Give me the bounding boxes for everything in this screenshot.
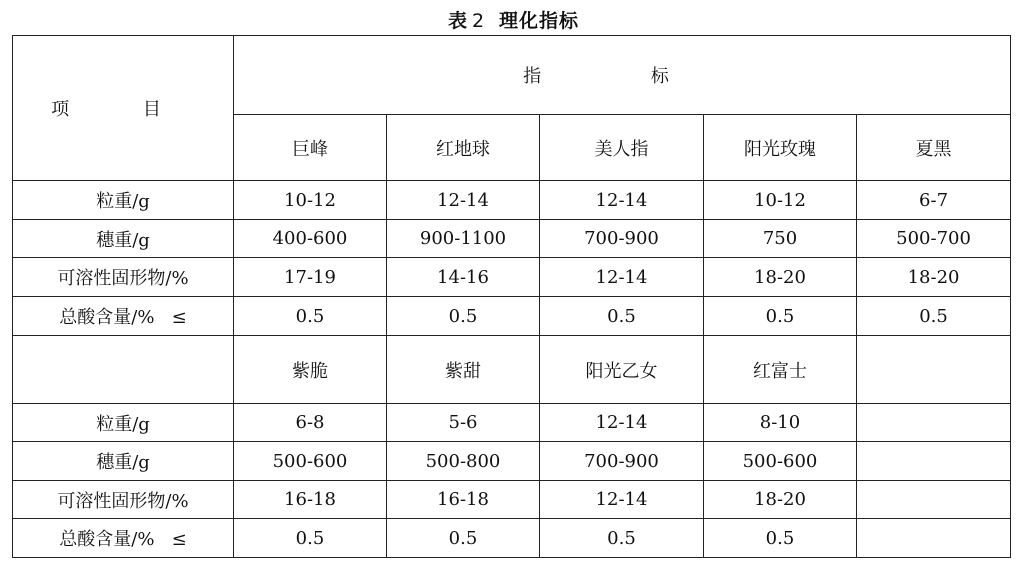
value-cell <box>857 404 1011 442</box>
value-cell: 900-1100 <box>387 220 540 258</box>
header-row <box>13 36 1011 115</box>
value-cell: 17-19 <box>234 258 387 297</box>
indicator-header: 指 标 <box>234 36 1011 115</box>
table-row <box>13 258 1011 297</box>
variety-cell: 美人指 <box>540 115 704 181</box>
value-cell: 0.5 <box>387 519 540 558</box>
table-row <box>13 442 1011 481</box>
table-title <box>0 6 1027 33</box>
value-cell <box>857 519 1011 558</box>
variety-cell: 阳光乙女 <box>540 336 704 404</box>
table-row <box>13 481 1011 519</box>
row-label: 可溶性固形物/% <box>13 481 234 519</box>
physicochemical-table <box>12 35 1011 558</box>
table-row <box>13 220 1011 258</box>
value-cell: 500-600 <box>234 442 387 481</box>
value-cell: 400-600 <box>234 220 387 258</box>
value-cell: 12-14 <box>540 481 704 519</box>
value-cell: 18-20 <box>857 258 1011 297</box>
value-cell: 14-16 <box>387 258 540 297</box>
table-row <box>13 181 1011 220</box>
value-cell: 18-20 <box>704 258 857 297</box>
value-cell: 500-700 <box>857 220 1011 258</box>
value-cell: 750 <box>704 220 857 258</box>
value-cell: 500-800 <box>387 442 540 481</box>
value-cell <box>857 481 1011 519</box>
value-cell: 0.5 <box>857 297 1011 336</box>
variety-cell: 红富士 <box>704 336 857 404</box>
row-label: 可溶性固形物/% <box>13 258 234 297</box>
table-row <box>13 519 1011 558</box>
row-label: 粒重/g <box>13 404 234 442</box>
row-label: 总酸含量/% ≤ <box>13 519 234 558</box>
value-cell: 0.5 <box>704 519 857 558</box>
table-row <box>13 297 1011 336</box>
value-cell: 700-900 <box>540 220 704 258</box>
row-label: 总酸含量/% ≤ <box>13 297 234 336</box>
value-cell: 8-10 <box>704 404 857 442</box>
value-cell: 6-8 <box>234 404 387 442</box>
value-cell: 6-7 <box>857 181 1011 220</box>
variety-cell: 巨峰 <box>234 115 387 181</box>
value-cell: 700-900 <box>540 442 704 481</box>
variety-cell <box>857 336 1011 404</box>
table-title-prefix: 表 <box>447 10 468 32</box>
value-cell: 0.5 <box>704 297 857 336</box>
table-title-number: 2 <box>471 10 486 32</box>
variety-cell: 夏黑 <box>857 115 1011 181</box>
value-cell: 0.5 <box>234 519 387 558</box>
value-cell: 18-20 <box>704 481 857 519</box>
variety-cell: 紫脆 <box>234 336 387 404</box>
row-label: 粒重/g <box>13 181 234 220</box>
variety-cell: 紫甜 <box>387 336 540 404</box>
value-cell: 12-14 <box>387 181 540 220</box>
value-cell: 0.5 <box>387 297 540 336</box>
value-cell: 16-18 <box>387 481 540 519</box>
table-row <box>13 404 1011 442</box>
value-cell: 500-600 <box>704 442 857 481</box>
value-cell: 0.5 <box>540 297 704 336</box>
value-cell <box>857 442 1011 481</box>
value-cell: 0.5 <box>540 519 704 558</box>
variety-cell: 红地球 <box>387 115 540 181</box>
value-cell: 12-14 <box>540 181 704 220</box>
variety-cell: 阳光玫瑰 <box>704 115 857 181</box>
row-label: 穗重/g <box>13 442 234 481</box>
value-cell: 0.5 <box>234 297 387 336</box>
value-cell: 10-12 <box>234 181 387 220</box>
value-cell: 10-12 <box>704 181 857 220</box>
item-header: 项 目 <box>13 36 234 181</box>
value-cell: 16-18 <box>234 481 387 519</box>
blank-label-cell <box>13 336 234 404</box>
variety-row-2 <box>13 336 1011 404</box>
table-title-text: 理化指标 <box>499 10 580 32</box>
row-label: 穗重/g <box>13 220 234 258</box>
value-cell: 12-14 <box>540 404 704 442</box>
value-cell: 12-14 <box>540 258 704 297</box>
value-cell: 5-6 <box>387 404 540 442</box>
